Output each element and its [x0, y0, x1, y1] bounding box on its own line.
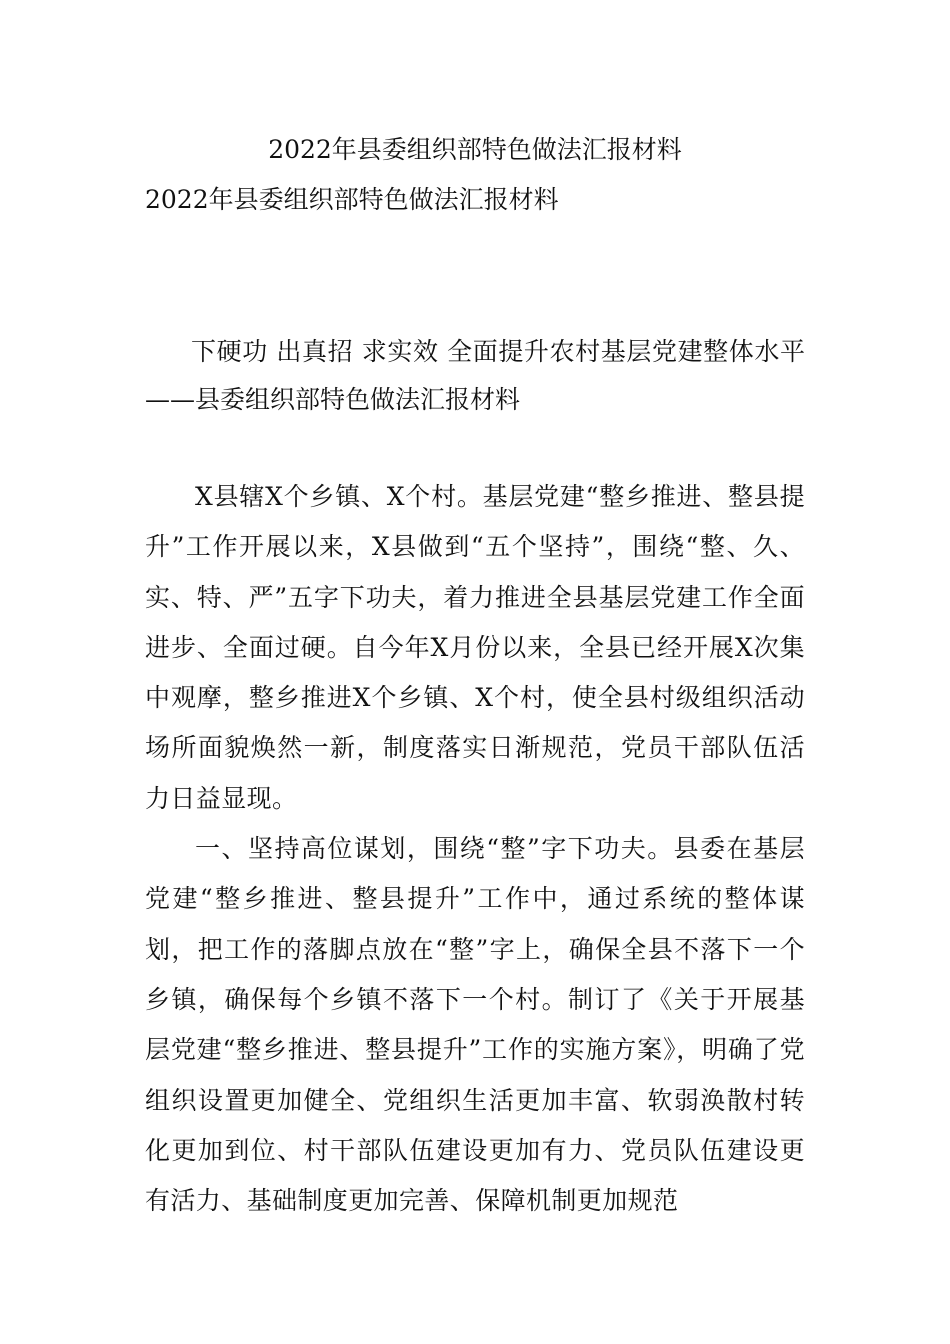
document-title-centered: 2022年县委组织部特色做法汇报材料 [268, 135, 682, 164]
document-title-left: 2022年县委组织部特色做法汇报材料 [145, 185, 559, 214]
document-subtitle: 下硬功 出真招 求实效 全面提升农村基层党建整体水平——县委组织部特色做法汇报材料 [145, 337, 805, 414]
paragraph-section-one: 一、坚持高位谋划，围绕“整”字下功夫。县委在基层党建“整乡推进、整县提升”工作中，通过系统的整体谋划，把工作的落脚点放在“整”字上，确保全县不落下一个乡镇，确保每个乡镇不落下一个村。制订了《关于开展基层党建“整乡推进、整县提升”工作的实施方案》，明确了党组织设置更加健全、党组织生活更加丰富、软弱涣散村转化更加到位、村干部队伍建设更加有力、党员队伍建设更有活力、基础制度更加完善、保障机制更加规范 [145, 834, 805, 1216]
document-body [145, 472, 805, 1226]
paragraph-intro: X县辖X个乡镇、X个村。基层党建“整乡推进、整县提升”工作开展以来，X县做到“五个坚持”，围绕“整、久、实、特、严”五字下功夫，着力推进全县基层党建工作全面进步、全面过硬。自今年X月份以来，全县已经开展X次集中观摩，整乡推进X个乡镇、X个村，使全县村级组织活动场所面貌焕然一新，制度落实日渐规范，党员干部队伍活力日益显现。 [145, 482, 805, 813]
